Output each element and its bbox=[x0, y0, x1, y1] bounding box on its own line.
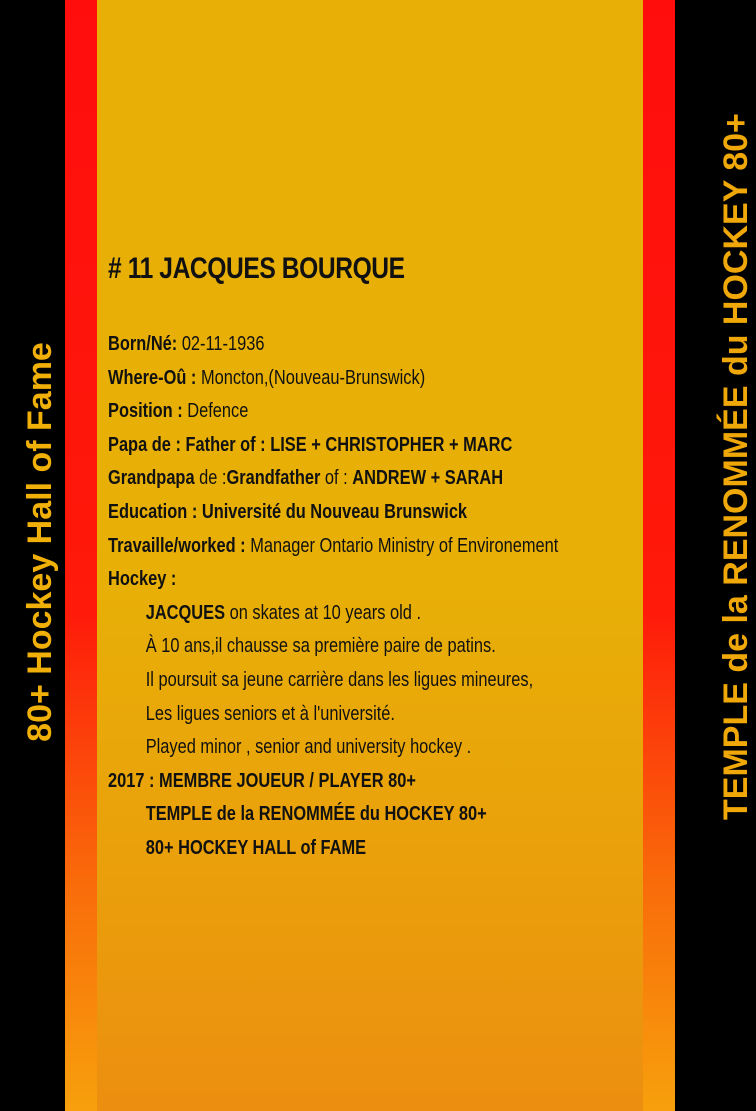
worked-row bbox=[108, 530, 559, 564]
hockey-label: Hockey : bbox=[108, 568, 177, 591]
born-label: Born/Né: bbox=[108, 333, 178, 355]
card-content bbox=[108, 252, 638, 866]
hockey-line-1-text: on skates at 10 years old . bbox=[229, 601, 422, 624]
hockey-name: JACQUES bbox=[145, 601, 226, 624]
side-title-left: 80+ Hockey Hall of Fame bbox=[21, 342, 59, 742]
member-line-3: 80+ HOCKEY HALL of FAME bbox=[145, 836, 367, 859]
grand-label-a: Grandpapa bbox=[108, 467, 195, 490]
grandfather-row bbox=[108, 462, 543, 496]
position-row bbox=[108, 395, 543, 429]
member-line: 2017 : MEMBRE JOUEUR / PLAYER 80+ bbox=[108, 769, 416, 792]
hockey-row bbox=[108, 563, 543, 597]
born-value: 02-11-1936 bbox=[181, 333, 265, 355]
where-row bbox=[108, 362, 543, 396]
grand-value: ANDREW + SARAH bbox=[352, 467, 504, 490]
worked-value: Manager Ontario Ministry of Environement bbox=[250, 534, 559, 557]
right-red-stripe bbox=[643, 0, 675, 1111]
position-value: Defence bbox=[187, 400, 249, 423]
education-value: Université du Nouveau Brunswick bbox=[201, 500, 468, 523]
left-red-stripe bbox=[65, 0, 97, 1111]
hockey-line-4: Les ligues seniors et à l'université. bbox=[145, 702, 395, 725]
player-title: # 11 JACQUES BOURQUE bbox=[108, 252, 405, 285]
member-line-2: TEMPLE de la RENOMMÉE du HOCKEY 80+ bbox=[145, 803, 487, 826]
grand-label-c: Grandfather bbox=[226, 467, 321, 490]
education-row bbox=[108, 496, 543, 530]
papa-row bbox=[108, 429, 543, 463]
grand-label-d: of : bbox=[324, 467, 348, 490]
hockey-line-3: Il poursuit sa jeune carrière dans les ligues mineures, bbox=[145, 668, 534, 691]
hockey-line-1 bbox=[108, 597, 543, 631]
papa-value: LISE + CHRISTOPHER + MARC bbox=[270, 433, 513, 456]
education-label: Education : bbox=[108, 500, 198, 523]
where-value: Moncton,(Nouveau-Brunswick) bbox=[200, 366, 426, 389]
papa-label: Papa de : Father of : bbox=[108, 433, 266, 456]
side-title-right: TEMPLE de la RENOMMÉE du HOCKEY 80+ bbox=[717, 113, 755, 820]
hockey-line-5: Played minor , senior and university hockey . bbox=[145, 736, 472, 759]
position-label: Position : bbox=[108, 400, 183, 423]
where-label: Where-Oû : bbox=[108, 366, 197, 389]
hockey-line-2: À 10 ans,il chausse sa première paire de patins. bbox=[145, 635, 496, 658]
grand-label-b: de : bbox=[199, 467, 227, 490]
born-row bbox=[108, 328, 543, 362]
worked-label: Travaille/worked : bbox=[108, 534, 246, 557]
